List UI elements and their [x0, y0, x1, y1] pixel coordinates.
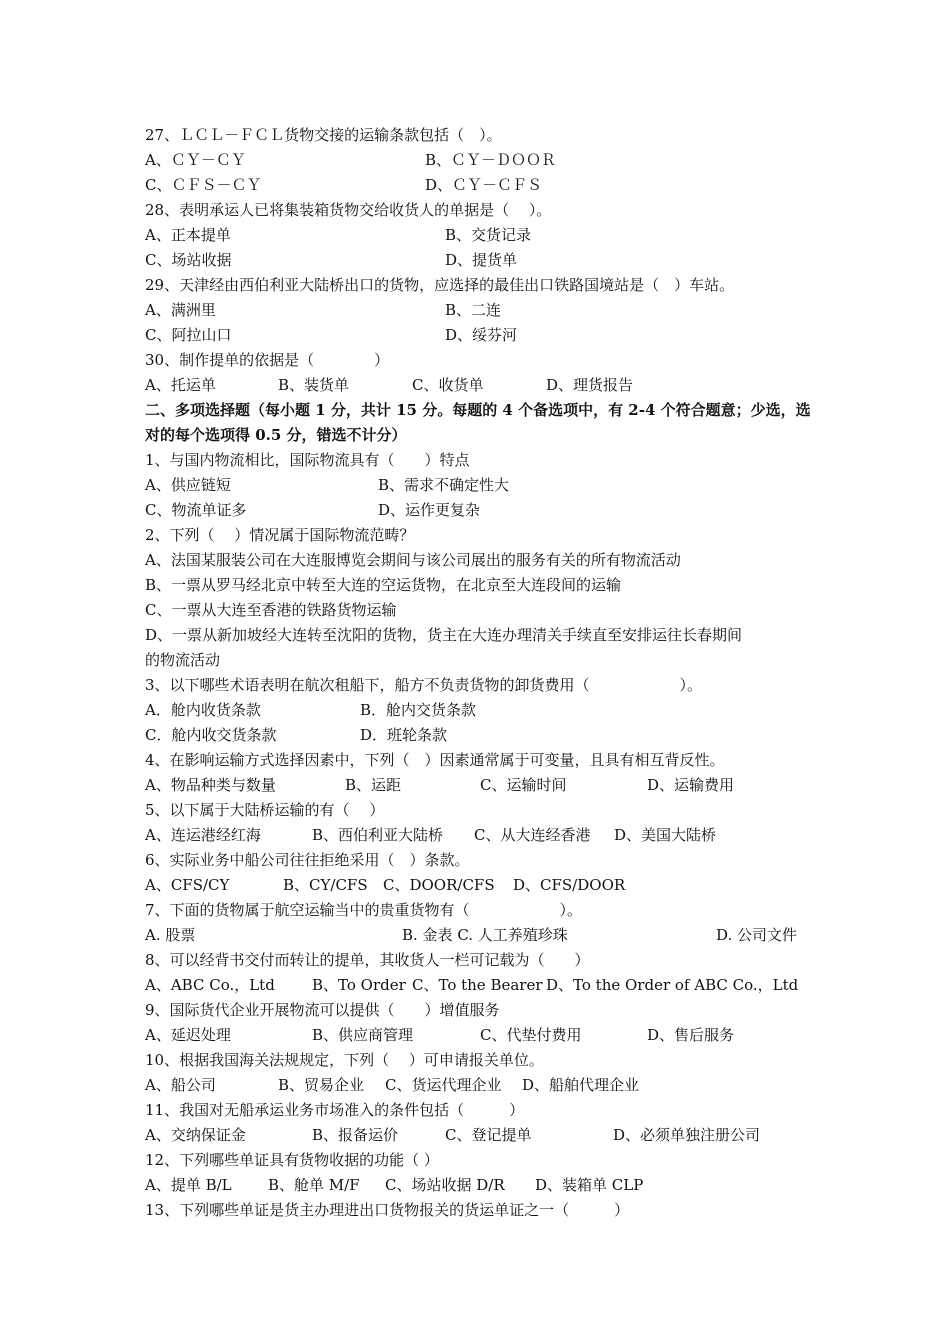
option-a: A、连运港经红海	[145, 826, 261, 844]
question-28: 28、表明承运人已将集装箱货物交给收货人的单据是（ ）。	[145, 201, 552, 219]
option-a: A、正本提单	[145, 226, 231, 244]
section-heading: 二、多项选择题（每小题 1 分，共计 15 分。每题的 4 个备选项中，有 2-4 个符合题意；少选，选	[145, 401, 811, 419]
option-b: B、报备运价	[312, 1126, 399, 1144]
question-m5: 5、以下属于大陆桥运输的有（ ）	[145, 801, 385, 819]
question-m10: 10、根据我国海关法规规定，下列（ ）可申请报关单位。	[145, 1051, 544, 1069]
option-c: C、代垫付费用	[480, 1026, 582, 1044]
option-a: A、供应链短	[145, 476, 231, 494]
option-c: C、场站收据 D/R	[385, 1176, 505, 1194]
question-m7: 7、下面的货物属于航空运输当中的贵重货物有（ ）。	[145, 901, 583, 919]
option-b: B、运距	[345, 776, 402, 794]
option-b: B、供应商管理	[312, 1026, 414, 1044]
option-b: B、贸易企业	[278, 1076, 365, 1094]
option-a: A、ＣＹ－ＣＹ	[145, 151, 246, 169]
option-a: A、ABC Co.，Ltd	[145, 976, 275, 994]
option-c: C．舱内收交货条款	[145, 726, 277, 744]
option-b: B、ＣＹ－ＤＯＯＲ	[425, 151, 557, 169]
option-c: C、货运代理企业	[385, 1076, 502, 1094]
option-d: D、绥芬河	[445, 326, 518, 344]
option-c: C、ＣＦＳ－ＣＹ	[145, 176, 262, 194]
option-c: C、登记提单	[445, 1126, 532, 1144]
question-m4: 4、在影响运输方式选择因素中，下列（ ）因素通常属于可变量，且具有相互背反性。	[145, 751, 725, 769]
option-b: B、二连	[445, 301, 502, 319]
option-b: B、CY/CFS	[283, 876, 368, 894]
option-a: A、托运单	[145, 376, 216, 394]
option-a: A. 股票	[145, 926, 196, 944]
question-m2: 2、下列（ ）情况属于国际物流范畴？	[145, 526, 415, 544]
option-a: A、法国某服装公司在大连服博览会期间与该公司展出的服务有关的所有物流活动	[145, 551, 681, 569]
option-b: B、西伯利亚大陆桥	[312, 826, 444, 844]
question-m11: 11、我国对无船承运业务市场准入的条件包括（ ）	[145, 1101, 525, 1119]
option-b: B、装货单	[278, 376, 350, 394]
question-m1: 1、与国内物流相比，国际物流具有（ ）特点	[145, 451, 470, 469]
section-heading-cont: 对的每个选项得 0.5 分，错选不计分）	[145, 426, 407, 444]
option-d: D、理货报告	[546, 376, 634, 394]
option-d: D、售后服务	[647, 1026, 735, 1044]
question-text: 27、ＬＣＬ－ＦＣＬ货物交接的运输条款包括（ ）。	[145, 126, 502, 144]
question-m6: 6、实际业务中船公司往往拒绝采用（ ）条款。	[145, 851, 470, 869]
option-d: D. 公司文件	[716, 926, 798, 944]
option-d: D、一票从新加坡经大连转至沈阳的货物，货主在大连办理清关手续直至安排运往长春期间	[145, 626, 743, 644]
option-c: C、阿拉山口	[145, 326, 232, 344]
option-c: C、收货单	[412, 376, 484, 394]
option-b-c: B. 金表 C. 人工养殖珍珠	[402, 926, 568, 944]
option-b: B．舱内交货条款	[360, 701, 477, 719]
question-30: 30、制作提单的依据是（ ）	[145, 351, 390, 369]
option-d: D、To the Order of ABC Co.，Ltd	[546, 976, 799, 994]
option-c: C、物流单证多	[145, 501, 247, 519]
option-b: B、To Order	[312, 976, 406, 994]
option-d: D、CFS/DOOR	[513, 876, 626, 894]
question-m8: 8、可以经背书交付而转让的提单，其收货人一栏可记载为（ ）	[145, 951, 590, 969]
option-a: A、船公司	[145, 1076, 216, 1094]
option-d: D、美国大陆桥	[614, 826, 717, 844]
question-29: 29、天津经由西伯利亚大陆桥出口的货物，应选择的最佳出口铁路国境站是（ ）车站。	[145, 276, 735, 294]
option-d: D、装箱单 CLP	[535, 1176, 644, 1194]
option-d: D．班轮条款	[360, 726, 448, 744]
option-c: C、To the Bearer	[412, 976, 543, 994]
option-a: A、延迟处理	[145, 1026, 231, 1044]
option-a: A、CFS/CY	[145, 876, 230, 894]
option-d: D、运作更复杂	[378, 501, 481, 519]
option-b: B、一票从罗马经北京中转至大连的空运货物，在北京至大连段间的运输	[145, 576, 622, 594]
option-c: C、一票从大连至香港的铁路货物运输	[145, 601, 397, 619]
option-a: A、物品种类与数量	[145, 776, 276, 794]
option-d: D、船舶代理企业	[522, 1076, 640, 1094]
option-d: D、必须单独注册公司	[613, 1126, 761, 1144]
option-d: D、运输费用	[647, 776, 735, 794]
option-d: D、ＣＹ－ＣＦＳ	[425, 176, 543, 194]
option-a: A．舱内收货条款	[145, 701, 261, 719]
question-m13: 13、下列哪些单证是货主办理进出口货物报关的货运单证之一（ ）	[145, 1201, 630, 1219]
option-b: B、舱单 M/F	[268, 1176, 360, 1194]
option-a: A、满洲里	[145, 301, 216, 319]
question-m3: 3、以下哪些术语表明在航次租船下，船方不负责货物的卸货费用（ ）。	[145, 676, 703, 694]
option-a: A、交纳保证金	[145, 1126, 246, 1144]
question-27	[145, 125, 502, 145]
option-c: C、运输时间	[480, 776, 567, 794]
option-d-cont: 的物流活动	[145, 651, 221, 669]
option-b: B、交货记录	[445, 226, 532, 244]
option-b: B、需求不确定性大	[378, 476, 510, 494]
option-c: C、场站收据	[145, 251, 232, 269]
option-d: D、提货单	[445, 251, 518, 269]
option-c: C、DOOR/CFS	[383, 876, 495, 894]
option-c: C、从大连经香港	[474, 826, 591, 844]
option-a: A、提单 B/L	[145, 1176, 232, 1194]
question-m9: 9、国际货代企业开展物流可以提供（ ）增值服务	[145, 1001, 500, 1019]
question-m12: 12、下列哪些单证具有货物收据的功能（ ）	[145, 1151, 439, 1169]
